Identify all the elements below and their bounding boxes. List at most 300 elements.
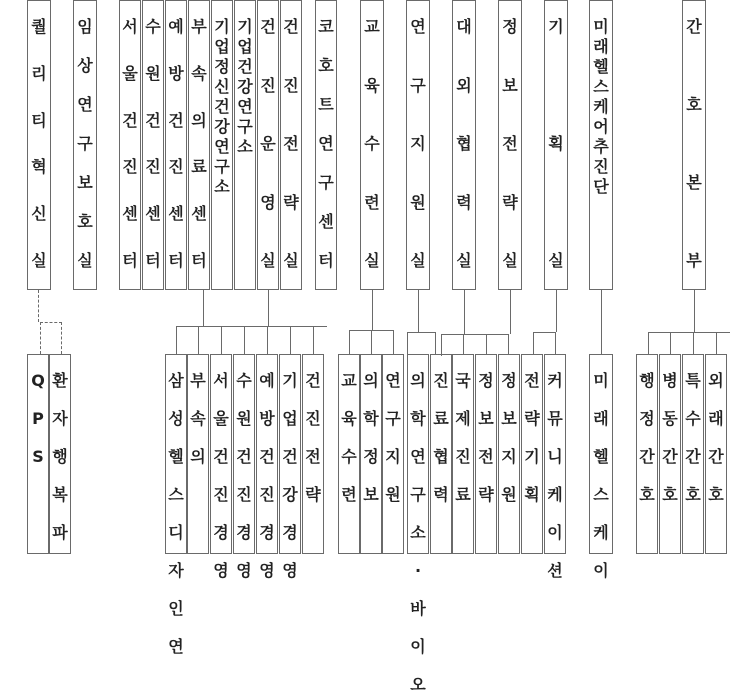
connector-line bbox=[349, 330, 350, 354]
unit-box-med-info bbox=[360, 354, 382, 554]
label-char: 오 bbox=[410, 675, 426, 694]
label-char: 기 bbox=[548, 17, 564, 36]
label-char: 실 bbox=[260, 251, 276, 270]
label-char: 수 bbox=[364, 134, 380, 153]
label-char: 케 bbox=[593, 523, 609, 542]
label-char: 기 bbox=[282, 371, 298, 390]
label-char: 전 bbox=[524, 371, 540, 390]
label-char: 영 bbox=[213, 561, 229, 580]
label-char: 미 bbox=[593, 371, 609, 390]
label-char: 진 bbox=[283, 75, 299, 95]
unit-box-future-health bbox=[589, 0, 613, 290]
label-char: 속 bbox=[191, 63, 207, 83]
label-char: 코 bbox=[318, 17, 334, 36]
unit-box-prevent-hc bbox=[165, 0, 187, 290]
label-char: 방 bbox=[168, 63, 184, 83]
label-char: 구 bbox=[318, 173, 334, 192]
unit-box-corp-ops bbox=[279, 354, 301, 580]
label-char: 센 bbox=[318, 212, 334, 231]
label-char: 터 bbox=[145, 250, 161, 270]
label-char: S bbox=[32, 447, 44, 466]
unit-box-checkup-strategy-team bbox=[302, 354, 324, 554]
connector-line bbox=[555, 332, 556, 354]
label-char: 이 bbox=[547, 523, 563, 542]
unit-box-checkup-ops bbox=[257, 0, 279, 290]
label-char: 터 bbox=[318, 251, 334, 270]
unit-box-irb bbox=[73, 0, 97, 290]
label-char: 연 bbox=[410, 447, 426, 466]
label-char: 원 bbox=[385, 485, 401, 504]
label-char: 실 bbox=[31, 250, 47, 270]
label-char: 센 bbox=[191, 204, 207, 224]
unit-box-corp-health bbox=[234, 0, 256, 290]
label-char: 업 bbox=[282, 409, 298, 428]
label-char: 헬 bbox=[593, 57, 609, 76]
label-char: 진 bbox=[122, 157, 138, 177]
label-char: 연 bbox=[318, 134, 334, 153]
connector-line bbox=[268, 290, 269, 326]
dashed-connector bbox=[61, 322, 62, 354]
label-char: 속 bbox=[190, 409, 206, 428]
label-char: 건 bbox=[237, 57, 253, 76]
unit-box-suwon-ops bbox=[233, 354, 255, 580]
connector-line bbox=[533, 332, 534, 354]
label-char: 기 bbox=[237, 17, 253, 36]
label-char: 실 bbox=[502, 251, 518, 270]
label-char: 호 bbox=[639, 485, 655, 504]
label-char: 호 bbox=[77, 212, 93, 231]
label-char: 센 bbox=[168, 204, 184, 224]
label-char: 간 bbox=[639, 447, 655, 466]
label-char: 스 bbox=[593, 485, 609, 504]
label-char: 호 bbox=[662, 485, 678, 504]
connector-line bbox=[267, 326, 268, 354]
connector-line bbox=[176, 326, 177, 354]
connector-line bbox=[648, 332, 730, 333]
label-char: 보 bbox=[502, 75, 518, 95]
label-char: 실 bbox=[410, 251, 426, 270]
label-char: 국 bbox=[455, 371, 471, 390]
label-char: 획 bbox=[524, 485, 540, 504]
dashed-connector bbox=[38, 290, 39, 322]
unit-box-clinic-coop bbox=[430, 354, 452, 554]
connector-line bbox=[203, 290, 204, 326]
label-char: 동 bbox=[662, 409, 678, 428]
label-char: 련 bbox=[364, 192, 380, 212]
label-char: 래 bbox=[708, 409, 724, 428]
label-char: 리 bbox=[31, 63, 47, 83]
label-char: 건 bbox=[213, 447, 229, 466]
label-char: 실 bbox=[364, 251, 380, 270]
connector-line bbox=[601, 290, 602, 354]
label-char: 진 bbox=[305, 409, 321, 428]
label-char: 략 bbox=[524, 409, 540, 428]
dashed-connector bbox=[40, 322, 62, 323]
label-char: 헬 bbox=[593, 447, 609, 466]
label-char: 트 bbox=[318, 95, 334, 114]
connector-line bbox=[508, 334, 509, 354]
label-char: 진 bbox=[260, 75, 276, 95]
label-char: 전 bbox=[502, 134, 518, 153]
unit-box-qps bbox=[27, 354, 49, 554]
label-char: 협 bbox=[433, 447, 449, 466]
label-char: 예 bbox=[259, 371, 275, 390]
label-char: 협 bbox=[456, 134, 472, 153]
unit-box-outpatient-nursing bbox=[705, 354, 727, 554]
label-char: 업 bbox=[237, 37, 253, 56]
label-char: 학 bbox=[410, 409, 426, 428]
label-char: 스 bbox=[168, 485, 184, 504]
label-char: 래 bbox=[593, 37, 609, 56]
label-char: 제 bbox=[455, 409, 471, 428]
unit-box-research-support bbox=[406, 0, 430, 290]
connector-line bbox=[533, 332, 556, 333]
label-char: 커 bbox=[547, 371, 563, 390]
label-char: 지 bbox=[385, 447, 401, 466]
unit-box-external bbox=[452, 0, 476, 290]
label-char: 정 bbox=[214, 57, 230, 76]
label-char: 소 bbox=[214, 177, 230, 196]
unit-box-planning bbox=[544, 0, 568, 290]
connector-line bbox=[441, 334, 509, 335]
unit-box-cohort bbox=[315, 0, 337, 290]
label-char: 간 bbox=[686, 17, 702, 36]
label-char: 특 bbox=[685, 371, 701, 390]
label-char: 전 bbox=[305, 447, 321, 466]
label-char: 부 bbox=[191, 17, 207, 36]
label-char: 자 bbox=[52, 409, 68, 428]
connector-line bbox=[556, 290, 557, 332]
label-char: 티 bbox=[31, 110, 47, 130]
label-char: 건 bbox=[282, 447, 298, 466]
connector-line bbox=[693, 332, 694, 354]
label-char: 구 bbox=[410, 75, 426, 95]
label-char: 행 bbox=[52, 447, 68, 466]
label-char: 정 bbox=[363, 447, 379, 466]
unit-box-prevent-ops bbox=[256, 354, 278, 580]
connector-line bbox=[694, 290, 695, 332]
connector-line bbox=[313, 326, 314, 354]
label-char: 보 bbox=[501, 409, 517, 428]
label-char: 울 bbox=[122, 63, 138, 83]
label-char: 간 bbox=[662, 447, 678, 466]
label-char: 환 bbox=[52, 371, 68, 390]
label-char: 수 bbox=[236, 371, 252, 390]
label-char: 의 bbox=[363, 371, 379, 390]
connector-line bbox=[716, 332, 717, 354]
label-char: 의 bbox=[410, 371, 426, 390]
label-char: 행 bbox=[639, 371, 655, 390]
unit-box-communication bbox=[544, 354, 566, 580]
label-char: 실 bbox=[283, 251, 299, 270]
unit-box-seoul-hc bbox=[119, 0, 141, 290]
label-char: 삼 bbox=[168, 371, 184, 390]
label-char: 진 bbox=[236, 485, 252, 504]
label-char: 스 bbox=[593, 77, 609, 96]
label-char: 지 bbox=[410, 134, 426, 153]
label-char: 케 bbox=[593, 97, 609, 116]
label-char: 부 bbox=[190, 371, 206, 390]
unit-box-busok-doctors bbox=[187, 354, 209, 554]
label-char: 미 bbox=[593, 17, 609, 36]
label-char: 정 bbox=[502, 17, 518, 36]
label-char: 운 bbox=[260, 134, 276, 153]
label-char: 료 bbox=[433, 409, 449, 428]
label-char: 수 bbox=[341, 447, 357, 466]
label-char: Q bbox=[31, 371, 45, 390]
label-char: 구 bbox=[410, 485, 426, 504]
label-char: 래 bbox=[593, 409, 609, 428]
unit-box-admin-nursing bbox=[636, 354, 658, 554]
label-char: 부 bbox=[686, 251, 702, 270]
label-char: 건 bbox=[259, 447, 275, 466]
connector-line bbox=[372, 290, 373, 330]
label-char: 연 bbox=[77, 95, 93, 114]
label-char: 력 bbox=[456, 192, 472, 212]
label-char: 략 bbox=[502, 192, 518, 212]
label-char: 교 bbox=[364, 17, 380, 36]
label-char: 진 bbox=[213, 485, 229, 504]
label-char: 방 bbox=[259, 409, 275, 428]
label-char: 혁 bbox=[31, 157, 47, 177]
label-char: 복 bbox=[52, 485, 68, 504]
label-char: 정 bbox=[501, 371, 517, 390]
label-char: 련 bbox=[341, 485, 357, 504]
unit-box-quality bbox=[27, 0, 51, 290]
unit-box-special-nursing bbox=[682, 354, 704, 554]
label-char: P bbox=[32, 409, 44, 428]
connector-line bbox=[418, 290, 419, 332]
label-char: 건 bbox=[283, 17, 299, 36]
label-char: 인 bbox=[168, 599, 184, 618]
label-char: 소 bbox=[410, 523, 426, 542]
label-char: 구 bbox=[237, 117, 253, 136]
label-char: 진 bbox=[455, 447, 471, 466]
label-char: 터 bbox=[191, 250, 207, 270]
connector-line bbox=[244, 326, 245, 354]
label-char: 정 bbox=[478, 371, 494, 390]
label-char: 정 bbox=[639, 409, 655, 428]
label-char: 션 bbox=[547, 561, 563, 580]
label-char: 단 bbox=[593, 177, 609, 196]
unit-box-info-strategy bbox=[498, 0, 522, 290]
label-char: 소 bbox=[237, 137, 253, 156]
connector-line bbox=[393, 330, 394, 354]
label-char: 영 bbox=[259, 561, 275, 580]
label-char: 육 bbox=[341, 409, 357, 428]
label-char: 수 bbox=[685, 409, 701, 428]
label-char: 연 bbox=[168, 637, 184, 656]
label-char: 신 bbox=[31, 204, 47, 224]
label-char: 수 bbox=[145, 17, 161, 36]
label-char: 건 bbox=[214, 97, 230, 116]
connector-line bbox=[510, 290, 511, 334]
unit-box-training bbox=[360, 0, 384, 290]
label-char: 전 bbox=[283, 134, 299, 153]
label-char: 연 bbox=[410, 17, 426, 36]
label-char: 호 bbox=[686, 95, 702, 114]
label-char: 경 bbox=[259, 523, 275, 542]
label-char: 업 bbox=[214, 37, 230, 56]
label-char: 터 bbox=[168, 250, 184, 270]
label-char: 의 bbox=[190, 447, 206, 466]
label-char: 실 bbox=[456, 251, 472, 270]
label-char: 서 bbox=[213, 371, 229, 390]
label-char: 보 bbox=[363, 485, 379, 504]
label-char: 디 bbox=[168, 523, 184, 542]
connector-line bbox=[221, 326, 222, 354]
label-char: 외 bbox=[456, 75, 472, 95]
unit-box-suwon-hc bbox=[142, 0, 164, 290]
label-char: 건 bbox=[145, 110, 161, 130]
unit-box-ward-nursing bbox=[659, 354, 681, 554]
connector-line bbox=[670, 332, 671, 354]
label-char: 육 bbox=[364, 75, 380, 95]
label-char: 략 bbox=[478, 485, 494, 504]
label-char: 구 bbox=[77, 134, 93, 153]
label-char: 료 bbox=[191, 157, 207, 177]
unit-box-med-research-bio bbox=[407, 354, 429, 694]
label-char: 원 bbox=[236, 409, 252, 428]
label-char: 진 bbox=[593, 157, 609, 176]
label-char: 호 bbox=[685, 485, 701, 504]
unit-box-checkup-strategy bbox=[280, 0, 302, 290]
label-char: 영 bbox=[260, 192, 276, 212]
label-char: 파 bbox=[52, 523, 68, 542]
label-char: 신 bbox=[214, 77, 230, 96]
label-char: 강 bbox=[214, 117, 230, 136]
label-char: 헬 bbox=[168, 447, 184, 466]
connector-line bbox=[407, 332, 408, 354]
label-char: 력 bbox=[433, 485, 449, 504]
label-char: 퀄 bbox=[31, 17, 47, 36]
label-char: 케 bbox=[547, 485, 563, 504]
label-char: 지 bbox=[501, 447, 517, 466]
label-char: 건 bbox=[236, 447, 252, 466]
unit-box-edu-training bbox=[338, 354, 360, 554]
connector-line bbox=[464, 290, 465, 334]
label-char: 진 bbox=[168, 157, 184, 177]
label-char: 영 bbox=[282, 561, 298, 580]
label-char: 강 bbox=[282, 485, 298, 504]
label-char: 대 bbox=[456, 17, 472, 36]
label-char: 진 bbox=[259, 485, 275, 504]
label-char: 어 bbox=[593, 117, 609, 136]
label-char: 간 bbox=[708, 447, 724, 466]
connector-line bbox=[463, 334, 464, 354]
connector-line bbox=[371, 330, 372, 354]
connector-line bbox=[486, 334, 487, 354]
label-char: 학 bbox=[363, 409, 379, 428]
label-char: 울 bbox=[213, 409, 229, 428]
label-char: 건 bbox=[305, 371, 321, 390]
connector-line bbox=[290, 326, 291, 354]
unit-box-future-health-team bbox=[589, 354, 613, 580]
label-char: 경 bbox=[282, 523, 298, 542]
unit-box-info-support bbox=[498, 354, 520, 554]
label-char: 연 bbox=[385, 371, 401, 390]
unit-box-info-strategy-team bbox=[475, 354, 497, 554]
label-char: 건 bbox=[168, 110, 184, 130]
label-char: 건 bbox=[122, 110, 138, 130]
label-char: 실 bbox=[548, 251, 564, 270]
label-char: 성 bbox=[168, 409, 184, 428]
label-char: · bbox=[414, 561, 422, 580]
unit-box-samsung-digital bbox=[165, 354, 187, 656]
unit-box-corp-mind bbox=[211, 0, 233, 290]
label-char: 센 bbox=[122, 204, 138, 224]
label-char: 뮤 bbox=[547, 409, 563, 428]
label-char: 이 bbox=[410, 637, 426, 656]
label-char: 연 bbox=[237, 97, 253, 116]
label-char: 경 bbox=[236, 523, 252, 542]
unit-box-intl-clinic bbox=[452, 354, 474, 554]
label-char: 기 bbox=[524, 447, 540, 466]
label-char: 임 bbox=[77, 17, 93, 36]
connector-line bbox=[407, 332, 436, 333]
label-char: 영 bbox=[236, 561, 252, 580]
label-char: 본 bbox=[686, 173, 702, 192]
connector-line bbox=[435, 332, 436, 354]
unit-box-strategy-planning bbox=[521, 354, 543, 554]
label-char: 니 bbox=[547, 447, 563, 466]
dashed-connector bbox=[40, 322, 41, 354]
label-char: 터 bbox=[122, 250, 138, 270]
label-char: 략 bbox=[283, 192, 299, 212]
label-char: 예 bbox=[168, 17, 184, 36]
label-char: 경 bbox=[213, 523, 229, 542]
label-char: 센 bbox=[145, 204, 161, 224]
label-char: 건 bbox=[260, 17, 276, 36]
label-char: 원 bbox=[145, 63, 161, 83]
unit-box-busok-clinic bbox=[188, 0, 210, 290]
connector-line bbox=[198, 326, 199, 354]
unit-box-patient-happy bbox=[49, 354, 71, 554]
label-char: 상 bbox=[77, 56, 93, 75]
label-char: 보 bbox=[478, 409, 494, 428]
label-char: 구 bbox=[214, 157, 230, 176]
label-char: 서 bbox=[122, 17, 138, 36]
label-char: 호 bbox=[318, 56, 334, 75]
label-char: 보 bbox=[77, 173, 93, 192]
label-char: 병 bbox=[662, 371, 678, 390]
label-char: 연 bbox=[214, 137, 230, 156]
label-char: 바 bbox=[410, 599, 426, 618]
label-char: 이 bbox=[593, 561, 609, 580]
unit-box-nursing bbox=[682, 0, 706, 290]
label-char: 전 bbox=[478, 447, 494, 466]
label-char: 간 bbox=[685, 447, 701, 466]
label-char: 외 bbox=[708, 371, 724, 390]
label-char: 략 bbox=[305, 485, 321, 504]
label-char: 진 bbox=[433, 371, 449, 390]
label-char: 교 bbox=[341, 371, 357, 390]
label-char: 추 bbox=[593, 137, 609, 156]
label-char: 원 bbox=[501, 485, 517, 504]
unit-box-research-support-team bbox=[382, 354, 404, 554]
label-char: 기 bbox=[214, 17, 230, 36]
label-char: 구 bbox=[385, 409, 401, 428]
label-char: 강 bbox=[237, 77, 253, 96]
connector-line bbox=[441, 334, 442, 356]
label-char: 진 bbox=[145, 157, 161, 177]
label-char: 획 bbox=[548, 134, 564, 153]
unit-box-seoul-ops bbox=[210, 354, 232, 580]
label-char: 의 bbox=[191, 110, 207, 130]
label-char: 자 bbox=[168, 561, 184, 580]
label-char: 호 bbox=[708, 485, 724, 504]
label-char: 원 bbox=[410, 192, 426, 212]
